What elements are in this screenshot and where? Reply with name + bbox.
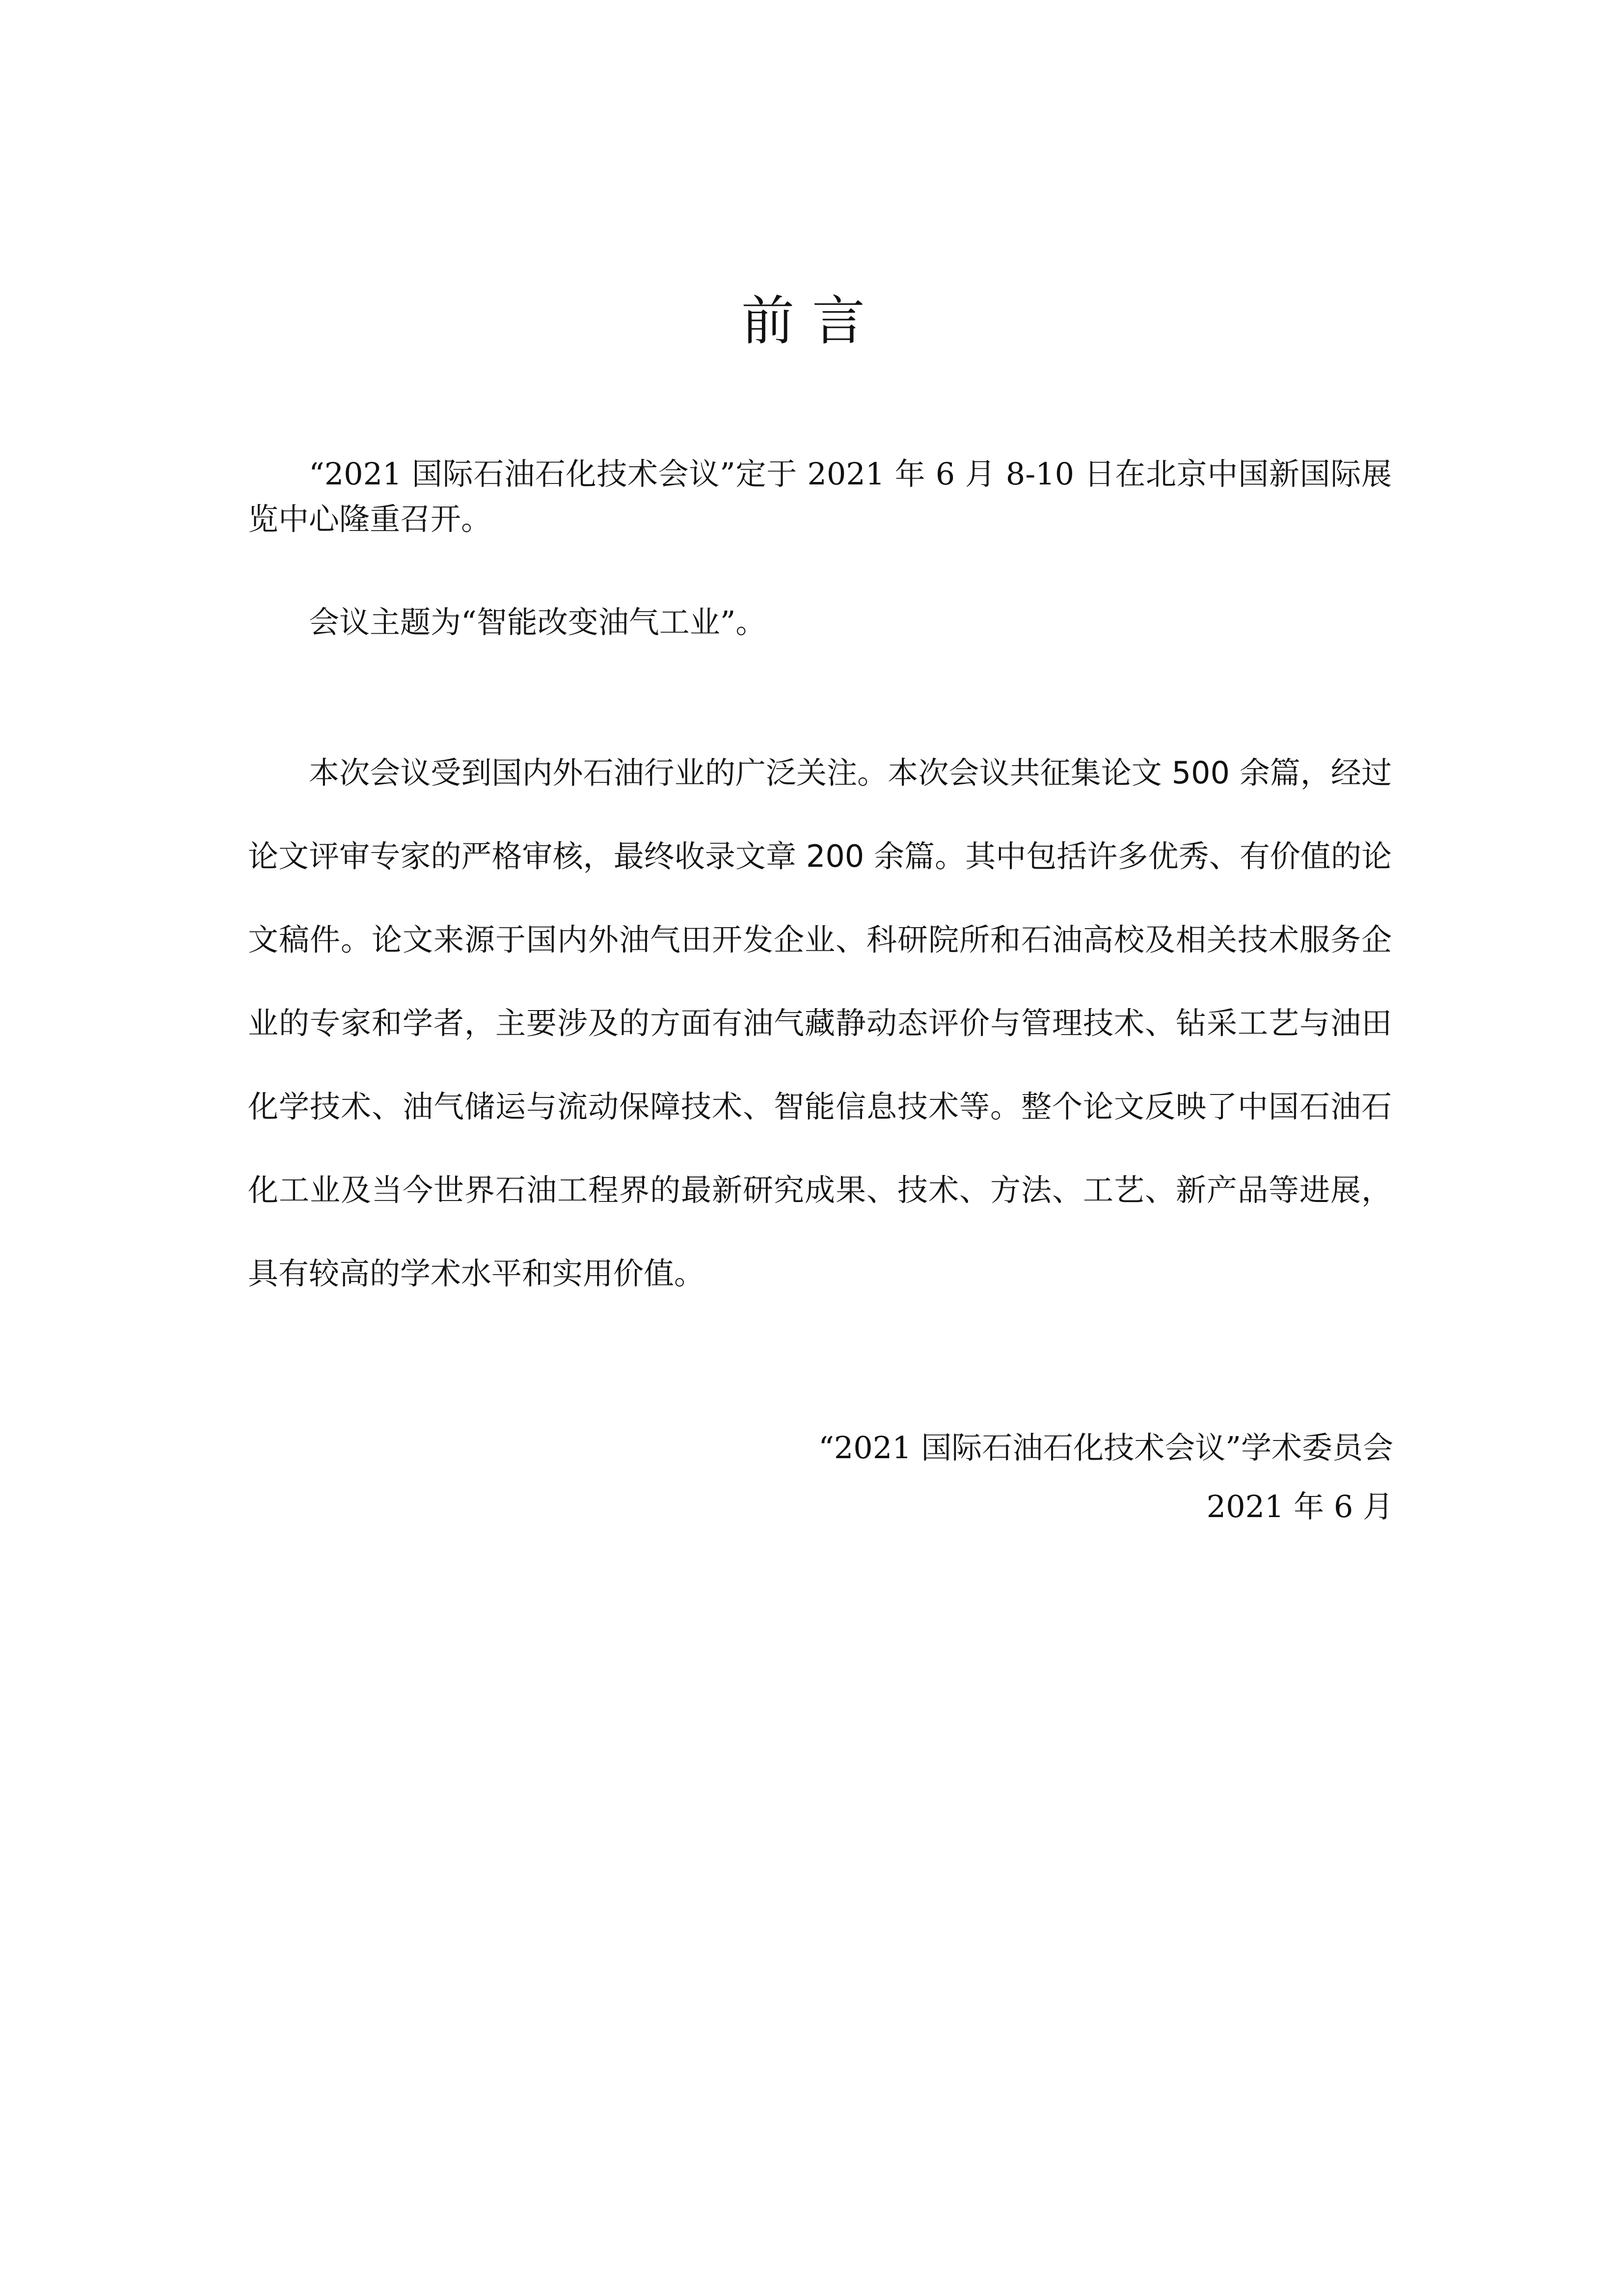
paragraph-conference-theme: 会议主题为“智能改变油气工业”。 [309,604,766,640]
paragraph-conference-papers: 本次会议受到国内外石油行业的广泛关注。本次会议共征集论文 500 余篇，经过论文评审专家的严格审核，最终收录文章 200 余篇。其中包括许多优秀、有价值的论文稿件。论文来源于国内外油气田开发企业、科研院所和石油高校及相关技术服务企业的专家和学者，主要涉及的方面有油气藏静动态评价与管理技术、钻采工艺与油田化学技术、油气储运与流动保障技术、智能信息技术等。整个论文反映了中国石油石化工业及当今世界石油工程界的最新研究成果、技术、方法、工艺、新产品等进展，具有较高的学术水平和实用价值。 [248,755,1392,1291]
page-title: 前言 [741,291,883,352]
signature-organization: “2021 国际石油石化技术会议”学术委员会 [818,1430,1393,1466]
signature-block [818,1418,1393,1536]
paragraph-conference-announcement: “2021 国际石油石化技术会议”定于 2021 年 6 月 8-10 日在北京中国新国际展览中心隆重召开。 [248,456,1392,537]
signature-date: 2021 年 6 月 [1206,1489,1393,1524]
